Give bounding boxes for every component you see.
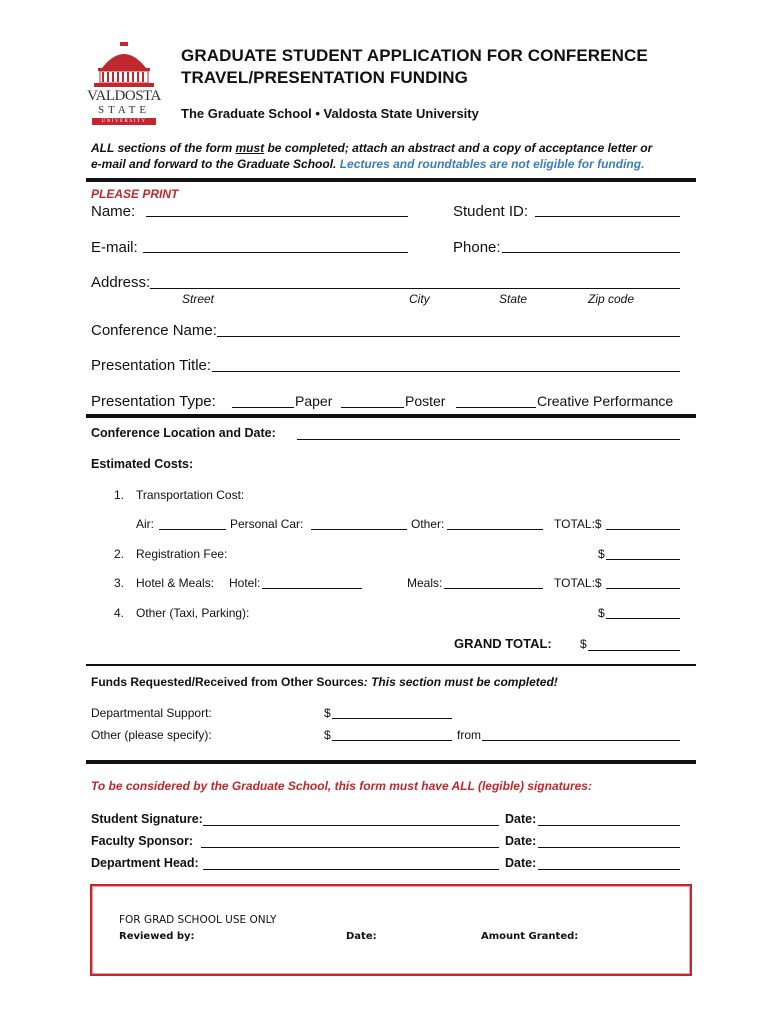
registration-field[interactable] <box>606 559 680 560</box>
form-subtitle: The Graduate School • Valdosta State University <box>181 106 479 121</box>
grand-total-label: GRAND TOTAL: <box>454 636 552 651</box>
from-label: from <box>457 728 481 742</box>
street-caption: Street <box>182 292 215 306</box>
registration-label: Registration Fee: <box>136 547 228 561</box>
faculty-date-field[interactable] <box>538 847 680 848</box>
grad-school-use-box <box>90 884 692 976</box>
poster-label: Poster <box>405 393 446 409</box>
other-specify-dollar: $ <box>324 728 331 742</box>
email-field[interactable] <box>143 252 408 253</box>
department-date-field[interactable] <box>538 869 680 870</box>
section-divider <box>86 664 696 666</box>
section-divider <box>86 760 696 764</box>
email-label: E-mail: <box>91 239 138 256</box>
hotel-meals-label: Hotel & Meals: <box>136 576 215 590</box>
building-icon <box>84 42 164 90</box>
student-signature-label: Student Signature: <box>91 812 203 826</box>
student-id-label: Student ID: <box>453 203 529 220</box>
registration-dollar: $ <box>598 547 605 561</box>
department-head-field[interactable] <box>203 869 499 870</box>
other-specify-label: Other (please specify): <box>91 728 212 742</box>
transportation-label: Transportation Cost: <box>136 488 245 502</box>
faculty-sponsor-field[interactable] <box>201 847 499 848</box>
zip-caption: Zip code <box>588 292 635 306</box>
air-field[interactable] <box>159 529 226 530</box>
faculty-sponsor-label: Faculty Sponsor: <box>91 834 194 848</box>
creative-label: Creative Performance <box>537 393 674 409</box>
instructions-line2: e-mail and forward to the Graduate School. Lectures and roundtables are not eligible for funding. <box>91 157 645 171</box>
department-head-label: Department Head: <box>91 856 199 870</box>
presentation-type-label: Presentation Type: <box>91 393 216 410</box>
hotel-label: Hotel: <box>229 576 261 590</box>
item-3-number: 3. <box>114 576 125 590</box>
instructions-line1: ALL sections of the form must be completed; attach an abstract and a copy of acceptance letter or <box>91 141 653 155</box>
please-print: PLEASE PRINT <box>91 187 179 201</box>
personal-car-label: Personal Car: <box>230 517 304 531</box>
funds-heading: Funds Requested/Received from Other Sources: This section must be completed! <box>91 675 558 689</box>
logo-valdosta: VALDOSTA <box>87 88 161 104</box>
logo-university: UNIVERSITY <box>92 118 156 125</box>
student-signature-field[interactable] <box>203 825 499 826</box>
phone-field[interactable] <box>502 252 680 253</box>
paper-label: Paper <box>295 393 333 409</box>
student-date-field[interactable] <box>538 825 680 826</box>
hotel-total-field[interactable] <box>606 588 680 589</box>
presentation-title-label: Presentation Title: <box>91 357 212 374</box>
air-label: Air: <box>136 517 154 531</box>
name-field[interactable] <box>146 216 408 217</box>
paper-checkbox[interactable] <box>232 407 294 408</box>
office-date-label: Date: <box>346 931 377 942</box>
form-title-line2: TRAVEL/PRESENTATION FUNDING <box>181 68 468 87</box>
creative-checkbox[interactable] <box>456 407 536 408</box>
item-1-number: 1. <box>114 488 125 502</box>
poster-checkbox[interactable] <box>341 407 404 408</box>
address-field[interactable] <box>150 288 680 289</box>
item-2-number: 2. <box>114 547 125 561</box>
section-divider <box>86 414 696 418</box>
departmental-dollar: $ <box>324 706 331 720</box>
student-date-label: Date: <box>505 812 537 826</box>
item-4-number: 4. <box>114 606 125 620</box>
amount-granted-label: Amount Granted: <box>481 931 579 942</box>
form-title-line1: GRADUATE STUDENT APPLICATION FOR CONFERENCE <box>181 46 648 65</box>
location-date-field[interactable] <box>297 439 680 440</box>
logo-state: STATE <box>97 104 151 116</box>
other-transport-label: Other: <box>411 517 445 531</box>
presentation-title-field[interactable] <box>212 371 680 372</box>
transport-total-field[interactable] <box>606 529 680 530</box>
hotel-total-label: TOTAL:$ <box>554 576 602 590</box>
other-transport-field[interactable] <box>447 529 543 530</box>
office-use-heading: FOR GRAD SCHOOL USE ONLY <box>119 914 277 926</box>
grand-total-field[interactable] <box>588 650 680 651</box>
location-date-label: Conference Location and Date: <box>91 426 276 440</box>
faculty-date-label: Date: <box>505 834 537 848</box>
personal-car-field[interactable] <box>311 529 407 530</box>
reviewed-by-label: Reviewed by: <box>119 931 195 942</box>
address-label: Address: <box>91 274 151 291</box>
conference-name-label: Conference Name: <box>91 322 217 339</box>
grand-total-dollar: $ <box>580 637 587 651</box>
departmental-label: Departmental Support: <box>91 706 212 720</box>
other-taxi-dollar: $ <box>598 606 605 620</box>
section-divider <box>86 178 696 182</box>
state-caption: State <box>499 292 528 306</box>
name-label: Name: <box>91 203 136 220</box>
phone-label: Phone: <box>453 239 501 256</box>
city-caption: City <box>409 292 430 306</box>
hotel-field[interactable] <box>262 588 362 589</box>
student-id-field[interactable] <box>535 216 680 217</box>
estimated-costs-heading: Estimated Costs: <box>91 457 194 471</box>
other-specify-field[interactable] <box>332 740 452 741</box>
university-logo <box>84 42 164 126</box>
transport-total-label: TOTAL:$ <box>554 517 602 531</box>
conference-name-field[interactable] <box>217 336 680 337</box>
from-field[interactable] <box>482 740 680 741</box>
meals-field[interactable] <box>444 588 543 589</box>
meals-label: Meals: <box>407 576 443 590</box>
other-taxi-label: Other (Taxi, Parking): <box>136 606 250 620</box>
department-date-label: Date: <box>505 856 537 870</box>
departmental-field[interactable] <box>332 718 452 719</box>
other-taxi-field[interactable] <box>606 618 680 619</box>
signature-notice: To be considered by the Graduate School, this form must have ALL (legible) signatures: <box>91 779 592 793</box>
